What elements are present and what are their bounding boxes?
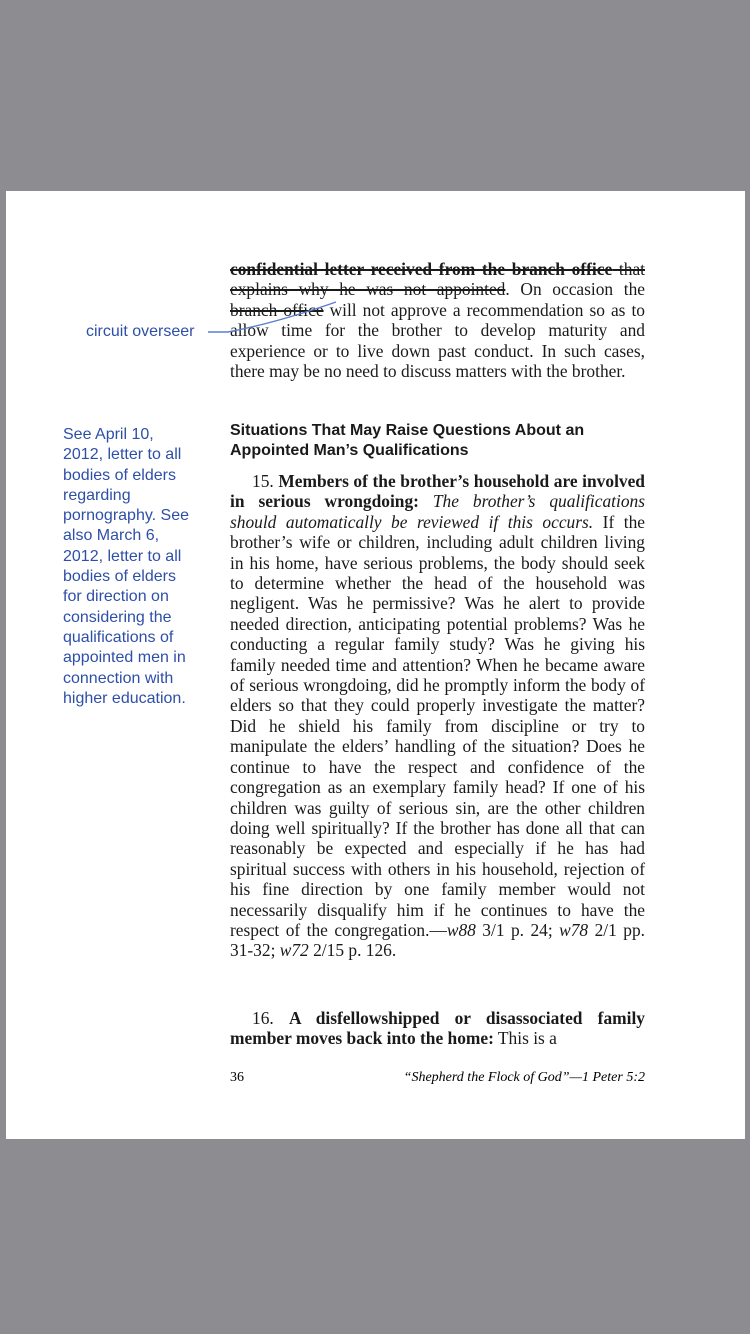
document-page: [6, 191, 745, 1139]
side-note: [63, 425, 213, 709]
paragraph-lead: Members of the brother’s household are involved in serious wrongdoing:: [230, 471, 645, 512]
paragraph-number: 16.: [252, 1008, 274, 1028]
paragraph-16: [230, 1008, 645, 1049]
side-note-line: considering the: [63, 608, 172, 626]
reference: w78: [559, 919, 589, 940]
struck-text-bold: confidential letter received from the branch office: [230, 259, 613, 279]
side-note-line: pornography. See: [63, 507, 190, 525]
side-note-line: bodies of elders: [63, 568, 176, 586]
reference-text: 2/15 p. 126.: [308, 940, 397, 961]
reference-text: 2/1 pp. 31-32;: [230, 919, 645, 961]
reference-text: 3/1 p. 24;: [475, 919, 560, 940]
side-note-line: appointed men in: [63, 649, 186, 667]
paragraph-text: This is a: [493, 1028, 557, 1049]
paragraph-15: [230, 471, 645, 961]
side-note-line: for direction on: [63, 588, 169, 606]
side-note-line: regarding: [63, 486, 131, 504]
paragraph-number: 15.: [252, 471, 274, 491]
side-note-line: See April 10,: [63, 426, 154, 443]
struck-text: that explains why he was not appointed: [230, 259, 645, 300]
side-note-line: higher education.: [63, 689, 186, 707]
paragraph-text: will not approve a recommendation so as to allow time for the brother to develop maturity and experience or to live down past conduct. In such cases, there may be no need to discuss matters with the brother.: [230, 299, 645, 382]
paragraph-italic: The brother’s qualifications should automatically be reviewed if this occurs.: [230, 491, 645, 532]
paragraph-text: . On occasion the: [505, 279, 646, 300]
annotation-arrow: [208, 299, 336, 332]
side-note-line: connection with: [63, 669, 174, 687]
footer-title: “Shepherd the Flock of God”—1 Peter 5:2: [403, 1070, 645, 1085]
paragraph-lead: A disfellowshipped or disassociated family member moves back into the home:: [230, 1008, 645, 1049]
side-note-line: 2012, letter to all: [63, 446, 182, 464]
reference: w72: [279, 940, 309, 961]
side-note-line: 2012, letter to all: [63, 547, 182, 565]
section-heading: Situations That May Raise Questions About an Appointed Man’s Qualifications: [230, 422, 585, 459]
side-note-line: also March 6,: [63, 527, 160, 545]
page-number: 36: [230, 1070, 244, 1085]
struck-text-branch: branch office: [230, 299, 324, 320]
side-note-line: qualifications of: [63, 628, 174, 646]
side-note-line: bodies of elders: [63, 466, 176, 484]
reference: w88: [446, 919, 476, 940]
circuit-overseer-note: circuit overseer: [86, 323, 195, 340]
paragraph-text: If the brother’s wife or children, including adult children living in his home, have serious problems, the body should seek to determine whether the head of the household was negligent. Was he permissive? Was he alert to provide needed direction, anticipating potential problems? Was he conducting a regular family study? Was he giving his family needed time and attention? When he became aware of serious wrongdoing, did he promptly inform the body of elders so that they could properly investigate the matter? Did he shield his family from discipline or try to manipulate the elders’ handling of the situation? Does he continue to have the respect and confidence of the congregation as an exemplary family head? If one of his children was guilty of serious sin, are the other children doing well spiritually? If the brother has done all that can reasonably be expected and especially if he has had spiritual success with others in his household, rejection of his fine direction by one family member would not necessarily disqualify him if he continues to have the respect of the congregation.—: [230, 511, 645, 940]
